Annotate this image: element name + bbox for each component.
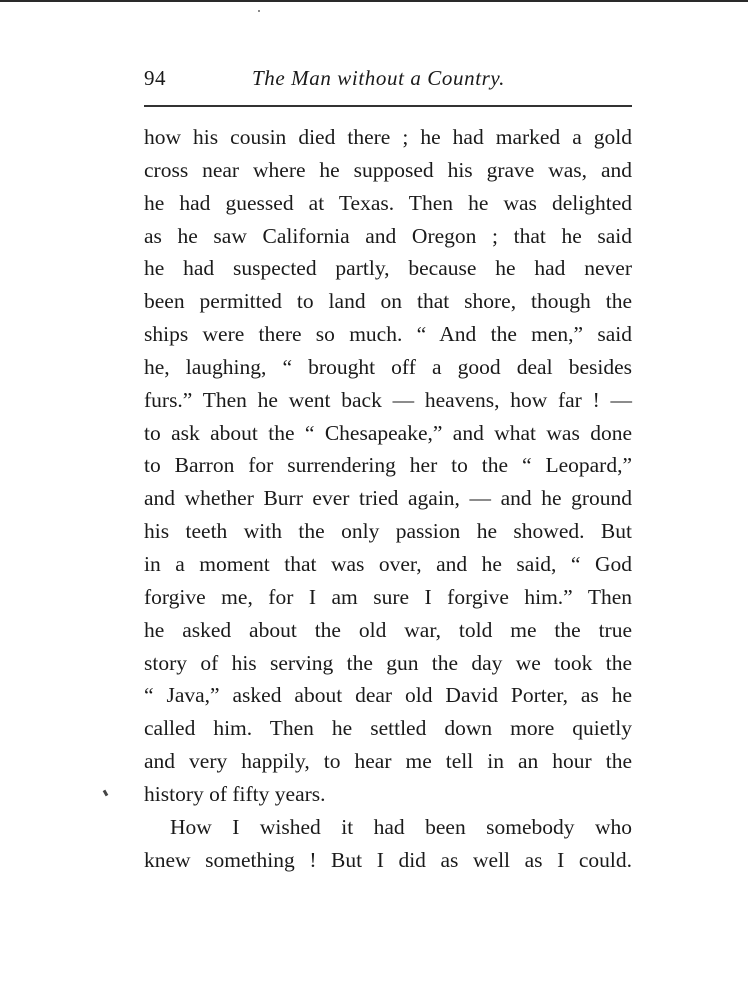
text-line: and very happily, to hear me tell in an hour the	[144, 749, 632, 774]
text-line: “ Java,” asked about dear old David Porter, as he	[144, 683, 632, 708]
text-line: he had suspected partly, because he had never	[144, 256, 632, 281]
text-line: to ask about the “ Chesapeake,” and what was done	[144, 420, 632, 445]
text-line: his teeth with the only passion he showed. But	[144, 519, 632, 544]
text-line: to Barron for surrendering her to the “ Leopard,”	[144, 453, 632, 478]
text-line: ships were there so much. “ And the men,” said	[144, 322, 632, 347]
paper-speck	[258, 10, 260, 12]
text-line: and whether Burr ever tried again, — and he ground	[144, 486, 632, 511]
text-line: as he saw California and Oregon ; that he said	[144, 223, 632, 248]
margin-mark	[103, 790, 109, 797]
text-line: knew something ! But I did as well as I could.	[144, 847, 632, 872]
text-line: he had guessed at Texas. Then he was delighted	[144, 190, 632, 215]
body-text	[144, 121, 632, 876]
running-header	[144, 66, 632, 106]
text-line: how his cousin died there ; he had marked a gold	[144, 125, 632, 149]
text-line: he, laughing, “ brought off a good deal besides	[144, 354, 632, 379]
text-line: forgive me, for I am sure I forgive him.” Then	[144, 584, 632, 609]
page-number: 94	[144, 66, 166, 90]
text-line: called him. Then he settled down more quietly	[144, 716, 632, 741]
header-rule	[144, 105, 632, 107]
text-line: he asked about the old war, told me the true	[144, 617, 632, 642]
text-line: been permitted to land on that shore, though the	[144, 289, 632, 314]
paragraph-start-line: How I wished it had been somebody who	[170, 814, 632, 839]
paragraph-end-line: history of fifty years.	[144, 781, 326, 806]
running-title: The Man without a Country.	[252, 66, 506, 90]
text-line: furs.” Then he went back — heavens, how far ! —	[144, 387, 632, 412]
text-line: cross near where he supposed his grave was, and	[144, 157, 632, 182]
page-top-edge	[0, 0, 748, 2]
text-line: in a moment that was over, and he said, “ God	[144, 551, 632, 576]
text-line: story of his serving the gun the day we took the	[144, 650, 632, 675]
